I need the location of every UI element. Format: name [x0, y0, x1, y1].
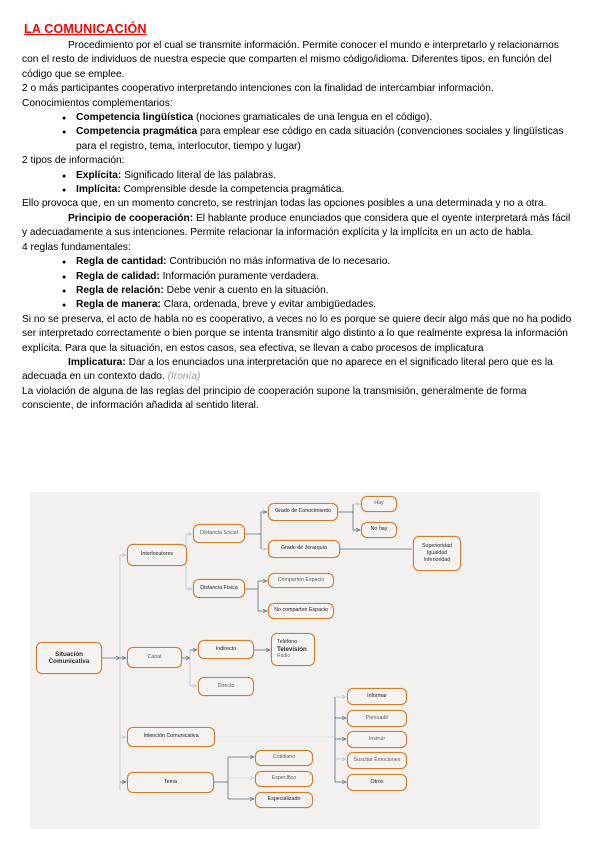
node-label: Comparten Espacio	[277, 576, 325, 583]
implicatura-text: Dar a los enunciados una interpretación que no aparece en el significado literal pero que es la adecuada en un contexto dado.	[22, 356, 553, 383]
list-item	[62, 298, 578, 312]
diagram-node-canal[interactable]	[127, 647, 182, 668]
node-label: Canal	[147, 653, 162, 660]
diagram-node-no-comparten-espacio[interactable]	[268, 603, 334, 619]
item-label: Regla de cantidad:	[76, 256, 167, 268]
node-label: Grado de Conocimiento	[275, 508, 331, 515]
diagram-node-indirecto[interactable]	[198, 640, 254, 659]
item-label: Regla de calidad:	[76, 270, 160, 282]
node-label: Distancia Física	[200, 584, 238, 591]
node-label: Específico	[271, 775, 297, 782]
paragraph-participants: 2 o más participantes cooperativo interpretando intenciones con la finalidad de intercambiar información.	[22, 83, 494, 95]
communication-situation-diagram	[30, 492, 540, 829]
paragraph-violacion: La violación de alguna de las reglas del principio de cooperación supone la transmisión, generalmente de forma consciente, de información añadida al sentido literal.	[22, 385, 527, 412]
principio-label: Principio de cooperación:	[68, 212, 194, 224]
item-text: Contribución no más informativa de lo necesario.	[166, 256, 391, 268]
list-item	[62, 169, 578, 183]
diagram-node-cotidiano[interactable]	[255, 750, 313, 766]
node-label: Intención Comunicativa	[143, 733, 199, 740]
node-label: Directo	[217, 682, 235, 689]
diagram-node-grado-jerarquia[interactable]	[268, 540, 340, 558]
item-text: Debe venir a cuento en la situación.	[163, 284, 329, 296]
node-label: Otros	[370, 778, 384, 785]
item-label: Regla de relación:	[76, 284, 164, 296]
diagram-node-no-hay[interactable]	[361, 522, 397, 538]
node-label: Situación Comunicativa	[48, 650, 90, 665]
paragraph-reglas-heading: 4 reglas fundamentales:	[22, 241, 131, 253]
item-text: (nociones gramaticales de una lengua en el código).	[193, 112, 433, 124]
list-item	[62, 255, 578, 269]
item-label: Competencia lingüística	[76, 112, 194, 124]
node-label: Suscitar Emociones	[353, 756, 401, 763]
diagram-node-otros[interactable]	[347, 774, 407, 791]
diagram-node-distancia-fisica[interactable]	[193, 579, 245, 598]
diagram-node-superioridad-igualdad-inferioridad[interactable]	[413, 536, 461, 571]
diagram-node-distancia-social[interactable]	[193, 524, 245, 543]
node-label-line2: Igualdad	[426, 549, 448, 556]
item-text: Significado literal de las palabras.	[121, 169, 276, 181]
item-text: Información puramente verdadera.	[159, 270, 319, 282]
diagram-node-tema[interactable]	[127, 772, 214, 793]
node-label-line1: Superioridad	[421, 542, 453, 549]
item-text: para emplear ese código en cada situación (convenciones sociales y lingüísticas para el registro, tema, interlocutor, tiempo y lugar)	[76, 126, 564, 152]
diagram-node-especifico[interactable]	[255, 771, 313, 787]
list-reglas	[22, 255, 578, 313]
paragraph-conocimientos-heading: Conocimientos complementarios:	[22, 97, 173, 109]
node-label: No hay	[370, 526, 388, 533]
node-label: Tema	[164, 778, 177, 785]
diagram-node-situacion-comunicativa[interactable]	[36, 642, 102, 674]
node-label: Persuadir	[365, 714, 389, 721]
list-conocimientos	[22, 111, 578, 154]
principio-text: El hablante produce enunciados que considera que el oyente interpretará más fácil y adecuadamente a sus intenciones. Permite relacionar la información explícita y la implícita en un acto de habla.	[22, 212, 571, 239]
node-label: Grado de Jerarquía	[281, 545, 327, 552]
diagram-node-grado-conocimiento[interactable]	[268, 503, 338, 521]
list-item	[62, 284, 578, 298]
node-label: Instruir	[368, 735, 386, 742]
node-label-line3: Inferioridad	[423, 557, 451, 564]
node-label: Hay	[374, 500, 384, 507]
diagram-node-interlocutores[interactable]	[127, 544, 187, 566]
paragraph-implicatura	[22, 356, 578, 385]
diagram-node-comparten-espacio[interactable]	[268, 573, 334, 588]
item-label: Explícita:	[76, 169, 122, 181]
item-label: Competencia pragmática	[76, 126, 198, 138]
item-text: Clara, ordenada, breve y evitar ambigüedades.	[160, 299, 377, 311]
item-label: Regla de manera:	[76, 299, 161, 311]
diagram-node-instruir[interactable]	[347, 731, 407, 748]
diagram-node-persuadir[interactable]	[347, 710, 407, 727]
node-label: Especializado	[267, 796, 301, 803]
item-label: Implícita:	[76, 184, 121, 196]
item-text: Comprensible desde la competencia pragmática.	[120, 184, 345, 196]
node-label: Cotidiano	[272, 754, 296, 761]
node-label-line3: Radio	[277, 653, 291, 660]
page-title: LA COMUNICACIÓN	[24, 22, 147, 36]
implicatura-label: Implicatura:	[68, 356, 126, 368]
paragraph-restriccion: Ello provoca que, en un momento concreto, se restrinjan todas las opciones posibles a una determinada y no a otra.	[22, 198, 547, 210]
diagram-node-suscitar-emociones[interactable]	[347, 752, 407, 769]
diagram-node-especializado[interactable]	[255, 792, 313, 808]
diagram-node-hay[interactable]	[361, 496, 397, 512]
paragraph-principio-cooperacion	[22, 212, 578, 241]
node-label-line1: Teléfono	[277, 638, 298, 645]
list-item	[62, 125, 578, 154]
diagram-node-intencion-comunicativa[interactable]	[127, 727, 215, 747]
list-informacion	[22, 169, 578, 198]
node-label: Distancia Social	[200, 529, 238, 536]
node-label: Informar	[367, 692, 387, 699]
diagram-node-directo[interactable]	[198, 677, 254, 696]
node-label: No comparten Espacio	[274, 607, 328, 614]
list-item	[62, 270, 578, 284]
paragraph-cooperativo: Si no se preserva, el acto de habla no es cooperativo, a veces no lo es porque se quiere decir algo más que no ha podido ser interpretado correctamente o bien porque se intenta transmitir algo distinto a lo que realmente expresa la información explícita. Para que la situación, en estos casos, sea efectiva, se llevan a cabo procesos de implicatura	[22, 313, 572, 354]
paragraph-informacion-heading: 2 tipos de información:	[22, 155, 125, 167]
list-item	[62, 183, 578, 197]
list-item	[62, 111, 578, 125]
node-label: Indirecto	[215, 645, 237, 652]
node-label: Interlocutores	[140, 551, 174, 558]
node-label-line2: Televisión	[277, 645, 307, 653]
diagram-node-informar[interactable]	[347, 688, 407, 705]
paragraph-intro: Procedimiento por el cual se transmite información. Permite conocer el mundo e interpretarlo y relacionarnos con el resto de individuos de nuestra especie que comparten el mismo código/idioma. Diferentes tipos, en función del código que se emplee.	[22, 40, 559, 80]
diagram-canvas	[30, 492, 540, 829]
diagram-node-medios[interactable]	[271, 633, 315, 666]
ironia-note: (Ironía)	[167, 371, 201, 383]
